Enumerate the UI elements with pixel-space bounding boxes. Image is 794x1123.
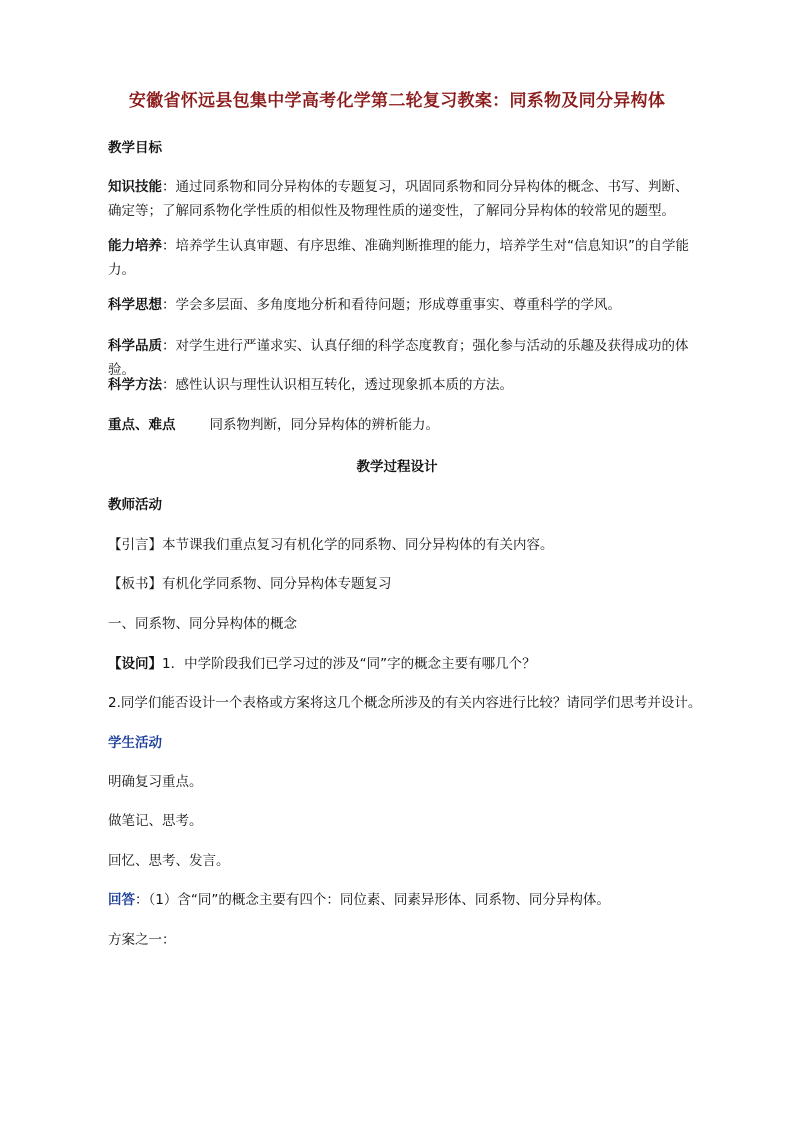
ability-label: 能力培养 — [108, 238, 162, 254]
scientific-thought-paragraph — [108, 293, 694, 317]
student-line: 回忆、思考、发言。 — [108, 853, 230, 869]
teaching-goal-heading: 教学目标 — [108, 140, 162, 156]
student-line: 做笔记、思考。 — [108, 813, 203, 829]
student-line: 明确复习重点。 — [108, 774, 203, 790]
document-title: 安徽省怀远县包集中学高考化学第二轮复习教案：同系物及同分异构体 — [128, 91, 666, 111]
intro-paragraph — [108, 533, 694, 557]
question-text: 1．中学阶段我们已学习过的涉及“同”字的概念主要有哪几个？ — [162, 656, 536, 672]
knowledge-skills-paragraph — [108, 175, 694, 223]
knowledge-skills-label: 知识技能 — [108, 179, 162, 195]
intro-tag: 【引言】 — [108, 537, 162, 553]
process-heading: 教学过程设计 — [356, 459, 438, 475]
scientific-method-label: 科学方法 — [108, 377, 162, 393]
answer-paragraph — [108, 888, 694, 912]
teacher-activity-heading: 教师活动 — [108, 497, 162, 513]
scientific-method-paragraph — [108, 373, 694, 397]
question-two-paragraph: 2.同学们能否设计一个表格或方案将这几个概念所涉及的有关内容进行比较？请同学们思考并设计。 — [108, 695, 702, 711]
key-points-paragraph — [108, 413, 694, 437]
key-points-text: 同系物判断，同分异构体的辨析能力。 — [209, 417, 439, 433]
scientific-quality-label: 科学品质 — [108, 338, 162, 354]
scientific-quality-text: ：对学生进行严谨求实、认真仔细的科学态度教育；强化参与活动的乐趣及获得成功的体验。 — [108, 338, 689, 378]
scientific-thought-text: ：学会多层面、多角度地分析和看待问题；形成尊重事实、尊重科学的学风。 — [162, 297, 621, 313]
scientific-thought-label: 科学思想 — [108, 297, 162, 313]
student-activity-heading: 学生活动 — [108, 735, 162, 751]
board-text: 有机化学同系物、同分异构体专题复习 — [162, 576, 392, 592]
board-tag: 【板书】 — [108, 576, 162, 592]
ability-text: ：培养学生认真审题、有序思维、准确判断推理的能力，培养学生对“信息知识”的自学能力。 — [108, 238, 689, 278]
section-one-heading: 一、同系物、同分异构体的概念 — [108, 616, 297, 632]
answer-label: 回答 — [108, 892, 135, 908]
knowledge-skills-text: ：通过同系物和同分异构体的专题复习，巩固同系物和同分异构体的概念、书写、判断、确定等；了解同系物化学性质的相似性及物理性质的递变性，了解同分异构体的较常见的题型。 — [108, 179, 689, 219]
question-paragraph — [108, 652, 694, 676]
answer-text: ：（1）含“同”的概念主要有四个：同位素、同素异形体、同系物、同分异构体。 — [135, 892, 610, 908]
scientific-method-text: ：感性认识与理性认识相互转化，透过现象抓本质的方法。 — [162, 377, 513, 393]
question-tag: 【设问】 — [108, 656, 162, 672]
ability-paragraph — [108, 234, 694, 282]
plan-one-label: 方案之一： — [108, 932, 176, 948]
intro-text: 本节课我们重点复习有机化学的同系物、同分异构体的有关内容。 — [162, 537, 554, 553]
key-points-label: 重点、难点 — [108, 417, 176, 433]
board-paragraph — [108, 572, 694, 596]
